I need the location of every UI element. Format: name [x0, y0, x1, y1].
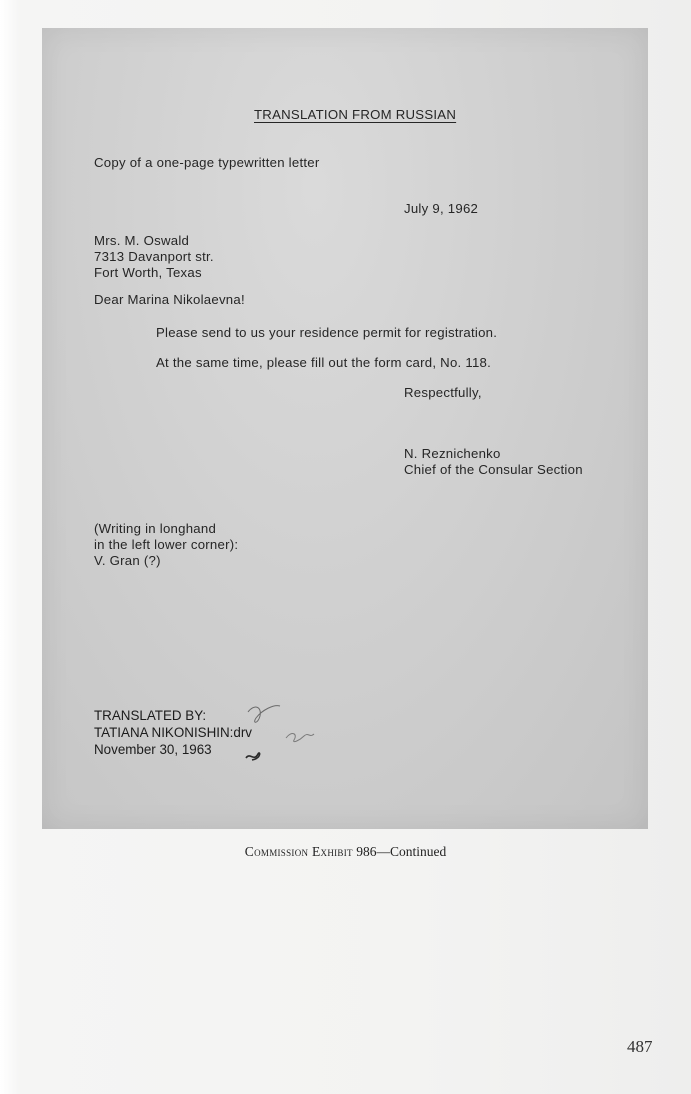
- recipient-address: [94, 233, 214, 281]
- page-number: 487: [627, 1037, 653, 1056]
- copy-description: Copy of a one-page typewritten letter: [94, 155, 320, 170]
- signature-block: [404, 446, 583, 478]
- note-line: V. Gran (?): [94, 553, 161, 568]
- closing: Respectfully,: [404, 385, 482, 400]
- exhibit-caption: [0, 844, 691, 860]
- address-line: Fort Worth, Texas: [94, 265, 202, 280]
- signer-name: N. Reznichenko: [404, 446, 501, 461]
- translator-block: [94, 707, 252, 758]
- salutation: Dear Marina Nikolaevna!: [94, 292, 245, 307]
- body-paragraph-2: At the same time, please fill out the form card, No. 118.: [156, 355, 492, 370]
- address-line: 7313 Davanport str.: [94, 249, 214, 264]
- translation-date: November 30, 1963: [94, 742, 212, 757]
- caption-suffix: 986—Continued: [356, 844, 447, 859]
- letter-date: July 9, 1962: [404, 201, 479, 216]
- caption-prefix: Commission Exhibit: [244, 844, 353, 859]
- signer-title: Chief of the Consular Section: [404, 462, 583, 477]
- note-line: in the left lower corner):: [94, 537, 239, 552]
- address-line: Mrs. M. Oswald: [94, 233, 190, 248]
- translated-by-label: TRANSLATED BY:: [94, 708, 207, 723]
- handwriting-note: [94, 521, 238, 569]
- handwritten-initials-icon: [240, 700, 330, 770]
- letter-title: TRANSLATION FROM RUSSIAN: [254, 107, 457, 122]
- body-paragraph-1: Please send to us your residence permit for registration.: [156, 325, 498, 340]
- translator-name: TATIANA NIKONISHIN:drv: [94, 725, 252, 740]
- note-line: (Writing in longhand: [94, 521, 217, 536]
